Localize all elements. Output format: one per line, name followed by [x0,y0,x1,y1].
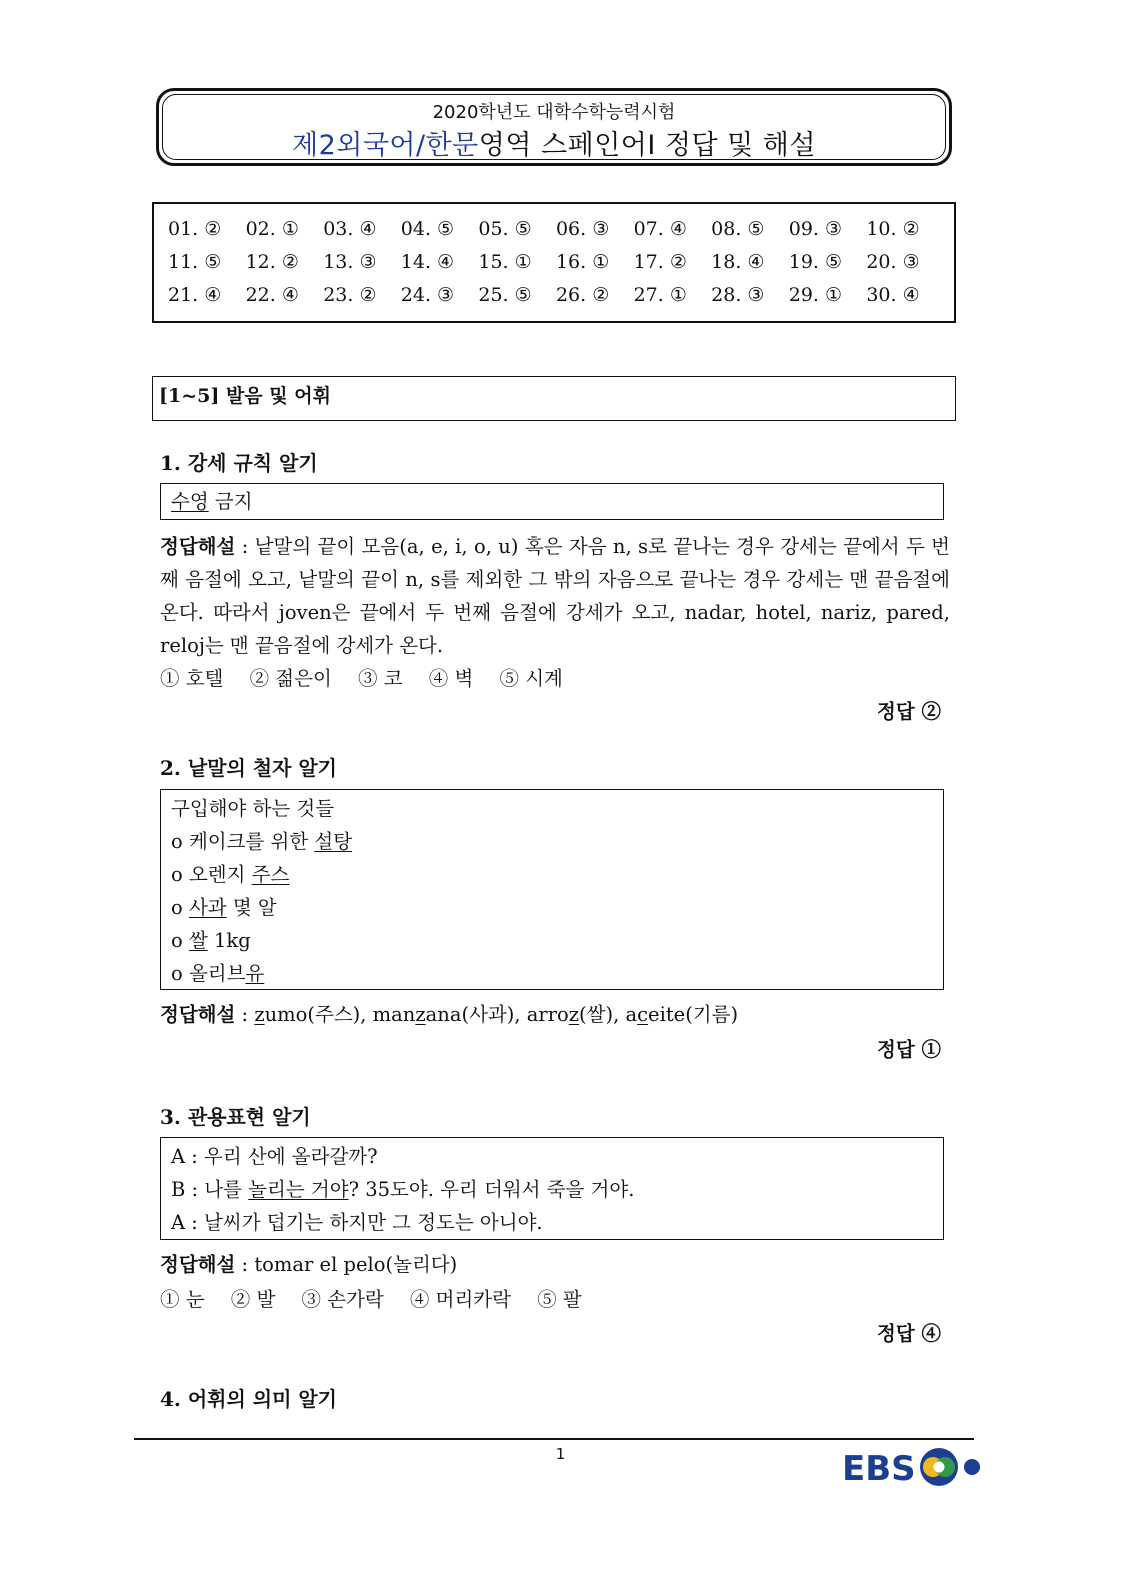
answer-cell: 30. ④ [866,284,920,306]
question-1-choices [160,663,583,691]
answer-cell: 28. ③ [711,284,765,306]
answer-value: ② [921,700,941,723]
section-header: [1~5] 발음 및 어휘 [152,376,956,421]
answer-cell: 15. ① [478,251,532,273]
dialogue-line: B : 나를 놀리는 거야? 35도야. 우리 더워서 죽을 거야. [171,1178,635,1201]
answer-cell: 17. ② [633,251,687,273]
answer-cell: 24. ③ [400,284,455,306]
explanation-label: 정답해설 [160,1253,236,1276]
answer-cell: 29. ① [788,284,843,306]
answer-row [168,251,944,281]
answer-cell: 16. ① [555,251,610,273]
choice: ③ 코 [358,667,403,690]
answer-cell: 25. ⑤ [478,284,532,306]
question-2-explanation: 정답해설 : zumo(주스), manzana(사과), arroz(쌀), aceite(기름) [160,1003,739,1026]
explanation-label: 정답해설 [160,535,236,558]
question-3-heading: 3. 관용표현 알기 [160,1105,311,1129]
question-4-heading: 4. 어휘의 의미 알기 [160,1387,338,1411]
answer-cell: 02. ① [245,218,299,240]
answer-cell: 05. ⑤ [478,218,532,240]
answer-label: 정답 [877,1322,915,1345]
list-item: ο 케이크를 위한 설탕 [171,830,353,853]
choice: ② 발 [230,1288,276,1311]
answer-cell: 04. ⑤ [400,218,455,240]
question-1-heading: 1. 강세 규칙 알기 [160,451,318,475]
choice: ② 젊은이 [249,667,332,690]
question-2-box [160,789,944,990]
dialogue-line: A : 우리 산에 올라갈까? [171,1145,378,1168]
answer-cell: 19. ⑤ [788,251,843,273]
answer-cell: 23. ② [323,284,377,306]
answer-cell: 12. ② [245,251,299,273]
question-3-explanation [160,1248,950,1281]
page-number: 1 [555,1445,566,1463]
answer-key-table [152,202,956,323]
answer-label: 정답 [877,1038,915,1061]
question-1-explanation [160,530,950,662]
choice: ⑤ 시계 [499,667,563,690]
exam-title [159,123,949,162]
choice: ④ 벽 [428,667,474,690]
question-2-heading: 2. 낱말의 철자 알기 [160,756,338,780]
answer-cell: 08. ⑤ [711,218,765,240]
answer-cell: 27. ① [633,284,687,306]
answer-cell: 01. ② [168,218,222,240]
shopping-list-title: 구입해야 하는 것들 [171,797,335,820]
title-blue-part: 제2외국어/한문 [292,130,479,161]
answer-cell: 22. ④ [245,284,299,306]
explanation-text: : tomar el pelo(놀리다) [235,1253,458,1276]
choice: ① 호텔 [160,667,224,690]
answer-cell: 10. ② [866,218,920,240]
exam-subtitle: 2020학년도 대학수학능력시험 [432,102,676,123]
ebs-logo-icon [842,1440,992,1494]
box-text: 금지 [208,490,253,513]
question-1-box [160,483,944,520]
answer-cell: 07. ④ [633,218,687,240]
answer-row [168,218,944,248]
list-item: ο 쌀 1kg [171,929,251,952]
underlined-word: 수영 [171,490,209,513]
question-3-choices [160,1284,602,1312]
choice: ① 눈 [160,1288,205,1311]
dialogue-line: A : 날씨가 덥기는 하지만 그 정도는 아니야. [171,1211,543,1234]
choice: ③ 손가락 [301,1288,384,1311]
explanation-text: : 낱말의 끝이 모음(a, e, i, o, u) 혹은 자음 n, s로 끝나는 경우 강세는 끝에서 두 번째 음절에 오고, 낱말의 끝이 n, s를 제외한 그 밖의 자음으로 끝나는 경우 강세는 맨 끝음절에 온다. 따라서 joven은 끝에서 두 번째 음절에 강세가 오고, nadar, hotel, nariz, pared, reloj는 맨 끝음절에 강세가 온다. [160,535,950,657]
title-box [156,88,952,166]
explanation-label: 정답해설 [160,1003,236,1026]
answer-cell: 14. ④ [400,251,455,273]
list-item: ο 올리브유 [171,962,265,985]
svg-text:EBS: EBS [842,1449,916,1489]
answer-cell: 09. ③ [788,218,843,240]
answer-cell: 21. ④ [168,284,222,306]
answer-value: ④ [921,1322,941,1345]
question-3-box [160,1137,944,1240]
answer-cell: 20. ③ [866,251,920,273]
title-rest: 영역 스페인어Ⅰ 정답 및 해설 [478,130,816,161]
answer-label: 정답 [877,700,915,723]
list-item: ο 오렌지 주스 [171,863,290,886]
answer-cell: 11. ⑤ [168,251,222,273]
question-1-answer [877,696,941,724]
question-2-answer [877,1034,941,1062]
answer-cell: 26. ② [555,284,610,306]
answer-cell: 03. ④ [323,218,377,240]
answer-cell: 06. ③ [555,218,610,240]
choice: ④ 머리카락 [409,1288,511,1311]
question-3-answer [877,1318,941,1346]
answer-value: ① [921,1038,941,1061]
answer-cell: 18. ④ [711,251,765,273]
answer-cell: 13. ③ [323,251,377,273]
list-item: ο 사과 몇 알 [171,896,277,919]
choice: ⑤ 팔 [537,1288,582,1311]
answer-row [168,284,944,314]
